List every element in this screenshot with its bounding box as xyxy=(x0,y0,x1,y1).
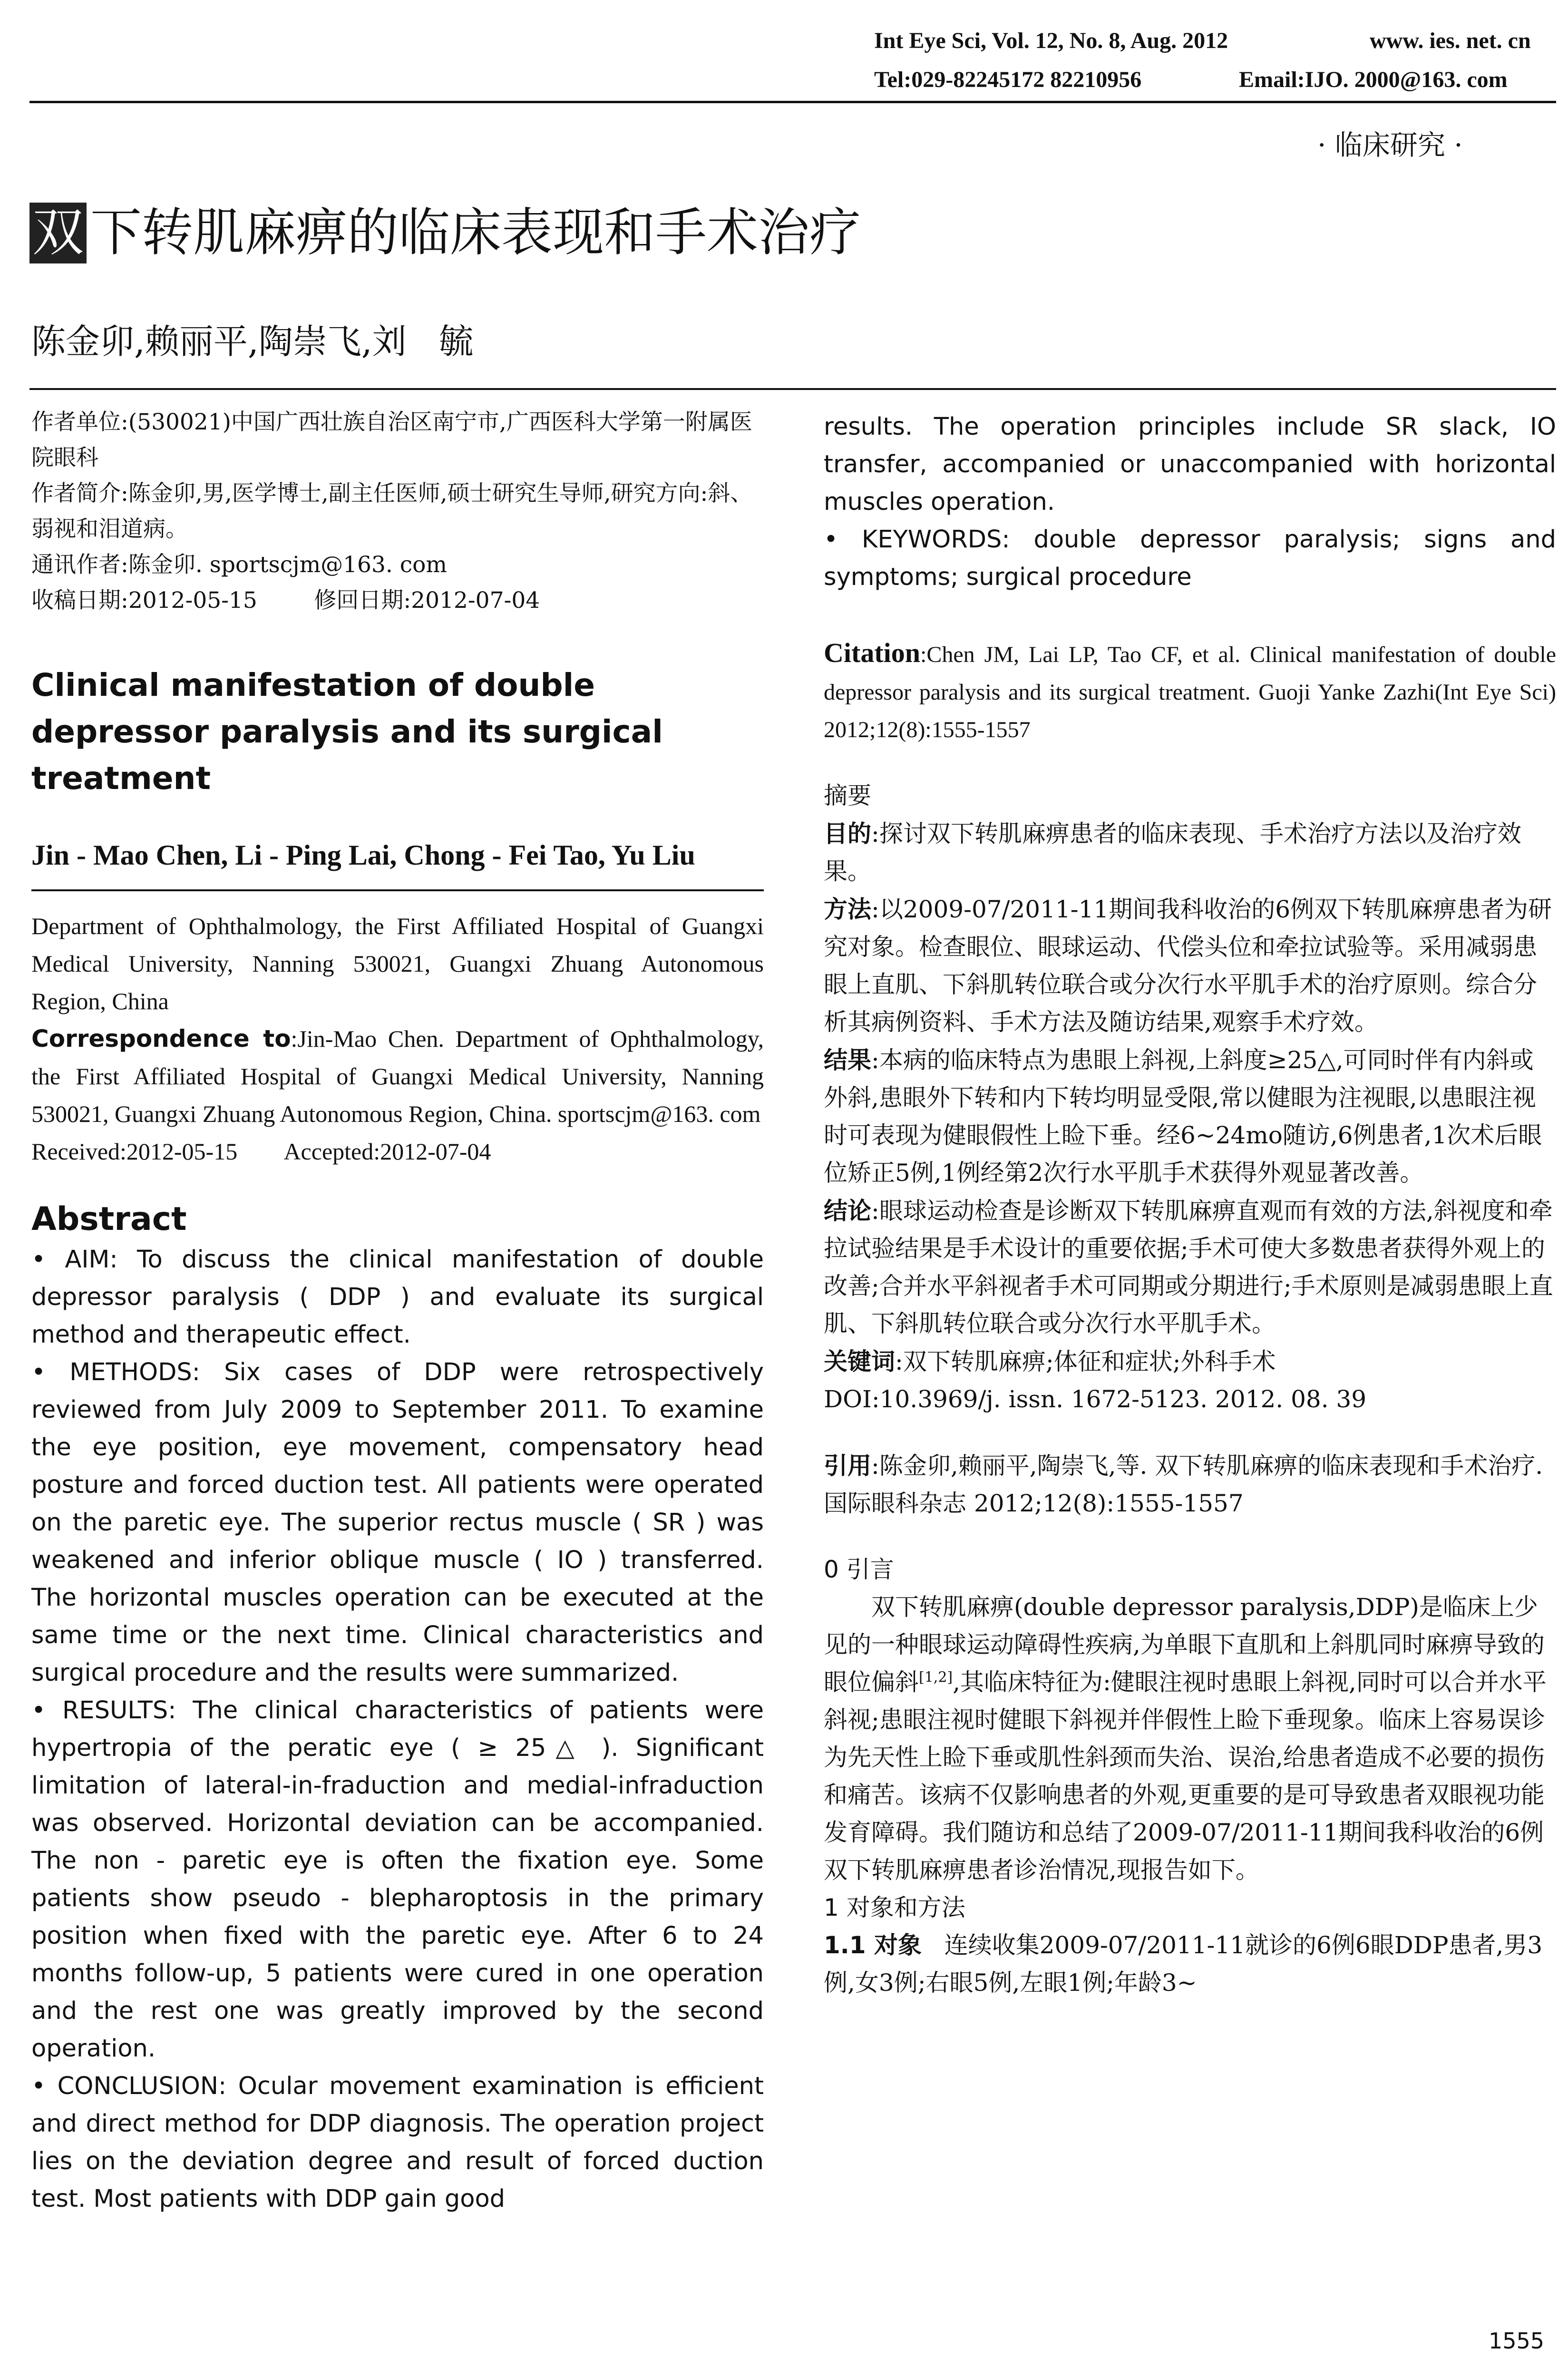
fangfa-label: 方法 xyxy=(824,895,871,923)
authors-rule xyxy=(29,388,1556,390)
abstract-methods: • METHODS: Six cases of DDP were retrospectively reviewed from July 2009 to September 2011. To examine the eye position, eye movement, compensatory head posture and forced duction test. All patients were operated on the paretic eye. The superior rectus muscle ( SR ) was weakened and inferior oblique muscle ( IO ) transferred. The horizontal muscles operation can be executed at the same time or the next time. Clinical characteristics and surgical procedure and the results were summarized. xyxy=(31,1358,764,1687)
corresponding-cn: 通讯作者:陈金卯. sportscjm@163. com xyxy=(31,552,447,578)
intro-text-1: 双下转肌麻痹(double depressor paralysis,DDP)是临床上少见的一种眼球运动障碍性疾病,为单眼下直肌和上斜肌同时麻痹导致的眼位偏斜 xyxy=(824,1593,1545,1696)
doi: DOI:10.3969/j. issn. 1672-5123. 2012. 08. 39 xyxy=(824,1385,1367,1413)
jielun-text: :眼球运动检查是诊断双下转肌麻痹直观而有效的方法,斜视度和牵拉试验结果是手术设计的重要依据;手术可使大多数患者获得外观上的改善;合并水平斜视者手术可同期或分期进行;手术原则是减弱患眼上直肌、下斜肌转位联合或分次行水平肌手术。 xyxy=(824,1197,1553,1337)
jieguo-label: 结果 xyxy=(824,1046,871,1074)
section11-paragraph xyxy=(824,1927,1556,2002)
gjc-label: 关键词 xyxy=(824,1347,895,1375)
section11-label: 1.1 对象 xyxy=(824,1931,922,1959)
abstract-heading: Abstract xyxy=(31,1200,187,1238)
article-title xyxy=(29,200,861,266)
section11-text: 连续收集2009-07/2011-11就诊的6例6眼DDP患者,男3例,女3例;右眼5例,左眼1例;年龄3~ xyxy=(824,1931,1543,1997)
zhaiyao-jielun xyxy=(824,1192,1556,1343)
title-text: 下转肌麻痹的临床表现和手术治疗 xyxy=(90,203,861,263)
intro-text-2: ,其临床特征为:健眼注视时患眼上斜视,同时可以合并水平斜视;患眼注视时健眼下斜视并伴假性上睑下垂现象。临床上容易误诊为先天性上睑下垂或肌性斜颈而失治、误治,给患者造成不必要的损伤和痛苦。该病不仅影响患者的外观,更重要的是可导致患者双眼视功能发育障碍。我们随访和总结了2009-07/2011-11期间我科收治的6例双下转肌麻痹患者诊治情况,现报告如下。 xyxy=(824,1668,1547,1884)
title-drop-char: 双 xyxy=(29,203,87,263)
intro-heading: 0 引言 xyxy=(824,1556,894,1583)
zhaiyao-heading: 摘要 xyxy=(824,782,871,809)
jieguo-text: :本病的临床特点为患眼上斜视,上斜度≥25△,可同时伴有内斜或外斜,患眼外下转和内下转均明显受限,常以健眼为注视眼,以患眼注视时可表现为健眼假性上睑下垂。经6~24mo随访,6例患者,1次术后眼位矫正5例,1例经第2次行水平肌手术获得外观显著改善。 xyxy=(824,1046,1542,1187)
zhaiyao-mudi xyxy=(824,815,1556,890)
citation-text: :Chen JM, Lai LP, Tao CF, et al. Clinical manifestation of double depressor paralysis and its surgical treatment. Guoji Yanke Zazhi(Int Eye Sci) 2012;12(8):1555-1557 xyxy=(824,642,1556,742)
authors-en: Jin - Mao Chen, Li - Ping Lai, Chong - Fei Tao, Yu Liu xyxy=(31,839,695,871)
page-number: 1555 xyxy=(1489,2328,1545,2354)
zhaiyao-keywords xyxy=(824,1343,1556,1381)
authors-cn: 陈金卯,赖丽平,陶崇飞,刘 毓 xyxy=(31,321,474,361)
dates-cn: 收稿日期:2012-05-15 修回日期:2012-07-04 xyxy=(31,587,540,614)
abstract-conclusion-cont: results. The operation principles include SR slack, IO transfer, accompanied or unaccompanied with horizontal muscles operation. xyxy=(824,413,1556,516)
citation-label: Citation xyxy=(824,637,920,668)
abstract-conclusion: • CONCLUSION: Ocular movement examination is efficient and direct method for DDP diagnosis. The operation project lies on the deviation degree and result of forced duction test. Most patients with DDP gain good xyxy=(31,2072,764,2213)
citation-en xyxy=(824,634,1556,749)
mudi-text: :探讨双下转肌麻痹患者的临床表现、手术治疗方法以及治疗效果。 xyxy=(824,820,1521,885)
journal-citation-header: Int Eye Sci, Vol. 12, No. 8, Aug. 2012 xyxy=(874,28,1228,53)
fangfa-text: :以2009-07/2011-11期间我科收治的6例双下转肌麻痹患者为研究对象。检查眼位、眼球运动、代偿头位和牵拉试验等。采用减弱患眼上直肌、下斜肌转位联合或分次行水平肌手术的治疗原则。综合分析其病例资料、手术方法及随访结果,观察手术疗效。 xyxy=(824,896,1552,1036)
journal-email: Email:IJO. 2000@163. com xyxy=(1239,67,1508,92)
section1-heading: 1 对象和方法 xyxy=(824,1894,965,1921)
right-column xyxy=(824,408,1556,2002)
author-intro-cn: 作者简介:陈金卯,男,医学博士,副主任医师,硕士研究生导师,研究方向:斜、弱视和泪道病。 xyxy=(31,480,753,542)
journal-phone: Tel:029-82245172 82210956 xyxy=(874,67,1142,92)
section-tag: · 临床研究 · xyxy=(1317,129,1463,161)
zhaiyao-jieguo xyxy=(824,1041,1556,1192)
abstract-keywords: • KEYWORDS: double depressor paralysis; signs and symptoms; surgical procedure xyxy=(824,526,1556,591)
jielun-label: 结论 xyxy=(824,1197,871,1225)
yinyong-label: 引用 xyxy=(824,1452,871,1480)
left-column xyxy=(31,404,764,2218)
abstract-aim: • AIM: To discuss the clinical manifestation of double depressor paralysis ( DDP ) and evaluate its surgical method and therapeutic effect. xyxy=(31,1246,764,1349)
authors-en-rule xyxy=(31,889,764,891)
header-rule xyxy=(29,101,1556,103)
mudi-label: 目的 xyxy=(824,819,871,848)
affiliation-en: Department of Ophthalmology, the First Affiliated Hospital of Guangxi Medical University, Nanning 530021, Guangxi Zhuang Autonomous Region, China xyxy=(31,913,764,1014)
yinyong-text: :陈金卯,赖丽平,陶崇飞,等. 双下转肌麻痹的临床表现和手术治疗. 国际眼科杂志 2012;12(8):1555-1557 xyxy=(824,1452,1543,1517)
dates-en: Received:2012-05-15 Accepted:2012-07-04 xyxy=(31,1138,491,1165)
abstract-results: • RESULTS: The clinical characteristics of patients were hypertropia of the peratic eye ( ≥ 25△ ). Significant limitation of lateral-in-fraduction and medial-infraduction was observed. Horizontal deviation can be accompanied. The non - paretic eye is often the fixation eye. Some patients show pseudo - blepharoptosis in the primary position when fixed with the paretic eye. After 6 to 24 months follow-up, 5 patients were cured in one operation and the rest one was greatly improved by the second operation. xyxy=(31,1696,764,2063)
intro-paragraph xyxy=(824,1588,1556,1889)
yinyong-cn xyxy=(824,1447,1556,1522)
correspondence-label: Correspondence to xyxy=(31,1025,291,1052)
zhaiyao-fangfa xyxy=(824,890,1556,1041)
intro-ref: [1,2] xyxy=(919,1669,953,1686)
title-en: Clinical manifestation of double depressor paralysis and its surgical treatment xyxy=(31,667,663,797)
gjc-text: :双下转肌麻痹;体征和症状;外科手术 xyxy=(895,1348,1276,1375)
journal-website: www. ies. net. cn xyxy=(1370,28,1531,53)
affiliation-cn: 作者单位:(530021)中国广西壮族自治区南宁市,广西医科大学第一附属医院眼科 xyxy=(31,409,752,471)
correspondence-text: :Jin-Mao Chen. Department of Ophthalmology, the First Affiliated Hospital of Guangxi Medical University, Nanning 530021, Guangxi Zhuang Autonomous Region, China. sportscjm@163. com xyxy=(31,1025,764,1127)
correspondence-en xyxy=(31,1020,764,1133)
